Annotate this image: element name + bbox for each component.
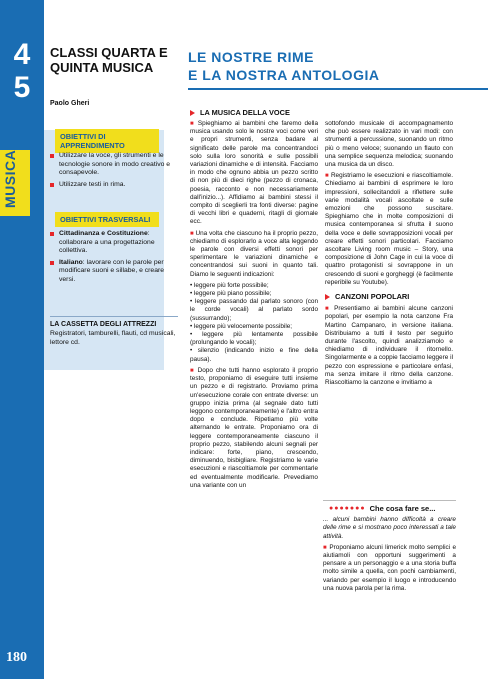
list-item: Italiano: lavorare con le parole per modificare suoni e sillabe, e creare versi.	[50, 259, 174, 285]
triangle-icon	[190, 110, 195, 116]
tools-text: Registratori, tamburelli, flauti, cd musicali, lettore cd.	[50, 330, 176, 346]
author: Paolo Gheri	[50, 100, 90, 107]
obiettivi-trasversali-heading: OBIETTIVI TRASVERSALI	[55, 212, 159, 227]
tip-box	[323, 500, 456, 671]
tip-box-intro: ... alcuni bambini hanno difficoltà a creare delle rime e si mostrano poco interessati a tale attività.	[323, 516, 456, 540]
paragraph: ■ Spieghiamo ai bambini che faremo della musica usando solo le nostre voci come veri e propri strumenti, senza badare al significato delle parole ma concentrandoci solo sulla loro sonorità e sulle possibili variazioni dinamiche e di intensità. Facciamo in modo che ognuno abbia un pezzo scritto di non più di dieci righe (pezzo di cronaca, poesia, racconto e non necessariamente dall'inizio...). Affidiamo ai bambini stessi il compito di sceglierli tra fonti diverse: pagine di vecchi libri e quaderni, ritagli di giornale ecc.	[190, 120, 318, 227]
list-item: • leggere più velocemente possibile;	[190, 322, 293, 330]
paragraph: sottofondo musicale di accompagnamento che può essere realizzato in vari modi: con strumenti a percussione, suonando un ritmo più o meno veloce; suonando un flauto con una semplice sequenza melodica; suonando una musica da un disco.	[325, 120, 453, 169]
list-item: Utilizzare testi in rima.	[50, 181, 174, 190]
tools-heading: LA CASSETTA DEGLI ATTREZZI	[50, 321, 157, 328]
obiettivi-apprendimento-heading: OBIETTIVI DI APPRENDIMENTO	[55, 129, 159, 153]
list-item: Utilizzare la voce, gli strumenti e le tecnologie sonore in modo creativo e consapevole.	[50, 152, 174, 178]
unit-title: CLASSI QUARTA E QUINTA MUSICA	[50, 45, 168, 75]
paragraph: ■ Presentiamo ai bambini alcune canzoni popolari, per esempio la nota canzone Fra Martino Campanaro, in versione italiana. Distribuiamo a tutti il testo per seguirlo durante l'ascolto, quindi analizziamolo e chiediamo di individuare il ritornello. Singolarmente e a coppie facciamo leggere il pezzo con espressione e particolare enfasi, ma senza imitare il ritmo della canzone. Riascoltiamo la canzone e invitiamo a	[325, 305, 453, 387]
triangle-icon	[325, 294, 330, 300]
tools-box	[50, 316, 178, 353]
list-item: • leggere più lentamente possibile (prolungando le vocali);	[190, 331, 318, 347]
dots-icon: ●●●●●●●	[329, 505, 366, 512]
page-number: 180	[6, 650, 27, 665]
subject-tab: MUSICA	[0, 150, 30, 216]
paragraph: ■ Una volta che ciascuno ha il proprio pezzo, chiediamo di esplorarlo a voce alta leggendo le parole con diversi effetti sonori per sperimentare le variazioni dinamiche e concentrandosi sui suoni in quanto tali. Diamo le seguenti indicazioni:	[190, 230, 318, 279]
obiettivi-trasversali-list	[50, 230, 174, 288]
list-item: • silenzio (indicando inizio e fine della pausa).	[190, 347, 318, 363]
list-item: Cittadinanza e Costituzione: collaborare a una progettazione collettiva.	[50, 230, 174, 256]
column-1	[190, 120, 318, 493]
obiettivi-apprendimento-list	[50, 152, 174, 192]
list-item: • leggere passando dal parlato sonoro (con le corde vocali) al parlato sordo (sussurrando);	[190, 298, 318, 322]
list-item: • leggere più forte possibile;	[190, 281, 269, 289]
paragraph: ■ Registriamo le esecuzioni e riascoltiamole. Chiediamo ai bambini di esprimere le loro impressioni, sollecitandoli a riflettere sulle varie modalità vocali ascoltate e sulle emozioni che possono suscitare. Spieghiamo che in molte composizioni di musica contemporanea si sfrutta il suono della voce e delle sovrapposizioni vocali per creare effetti sonori particolari. Facciamo ascoltare Living room music – Story, una composizione di John Cage in cui la voce di quattro protagonisti si sovrappone in un crescendo di suoni e gorgheggi (è facilmente reperibile su Youtube).	[325, 172, 453, 287]
section-heading-musica-voce: LA MUSICA DELLA VOCE	[190, 108, 290, 117]
list-item: • leggere più piano possibile;	[190, 290, 272, 298]
main-heading: LE NOSTRE RIME E LA NOSTRA ANTOLOGIA	[188, 49, 380, 83]
tip-box-text: ■ Proponiamo alcuni limerick molto semplici e aiutiamoli con opportuni suggerimenti a pensare a un personaggio e a una storia buffa molto simile a quella, con pochi cambiamenti, variando per esempio il luogo e introducendo una nuova parola per la rima.	[323, 544, 456, 593]
section-heading-canzoni: CANZONI POPOLARI	[325, 293, 453, 301]
grade-numbers: 4 5	[13, 38, 31, 104]
paragraph: ■ Dopo che tutti hanno esplorato il proprio testo, proponiamo di eseguire tutti insieme un pezzo e di registrarlo. Proviamo prima un'esecuzione corale con entrate diverse: un gruppo inizia prima (al segnale dato tutti leggono contemporaneamente) e l'altro entra dopo e conclude. Ripetiamo più volte alternando le entrate. Proponiamo ora di leggere contemporaneamente ciascuno il proprio pezzo, stabilendo alcuni segnali per indicare: forte, piano, crescendo, diminuendo, bisbigliare. Registriamo le varie esecuzioni e riascoltiamole per commentarle ed eventualmente modificarle. Prevediamo una variante con un	[190, 367, 318, 490]
tip-box-title: Che cosa fare se...	[369, 504, 436, 513]
column-2	[325, 120, 453, 390]
heading-rule	[188, 88, 488, 90]
